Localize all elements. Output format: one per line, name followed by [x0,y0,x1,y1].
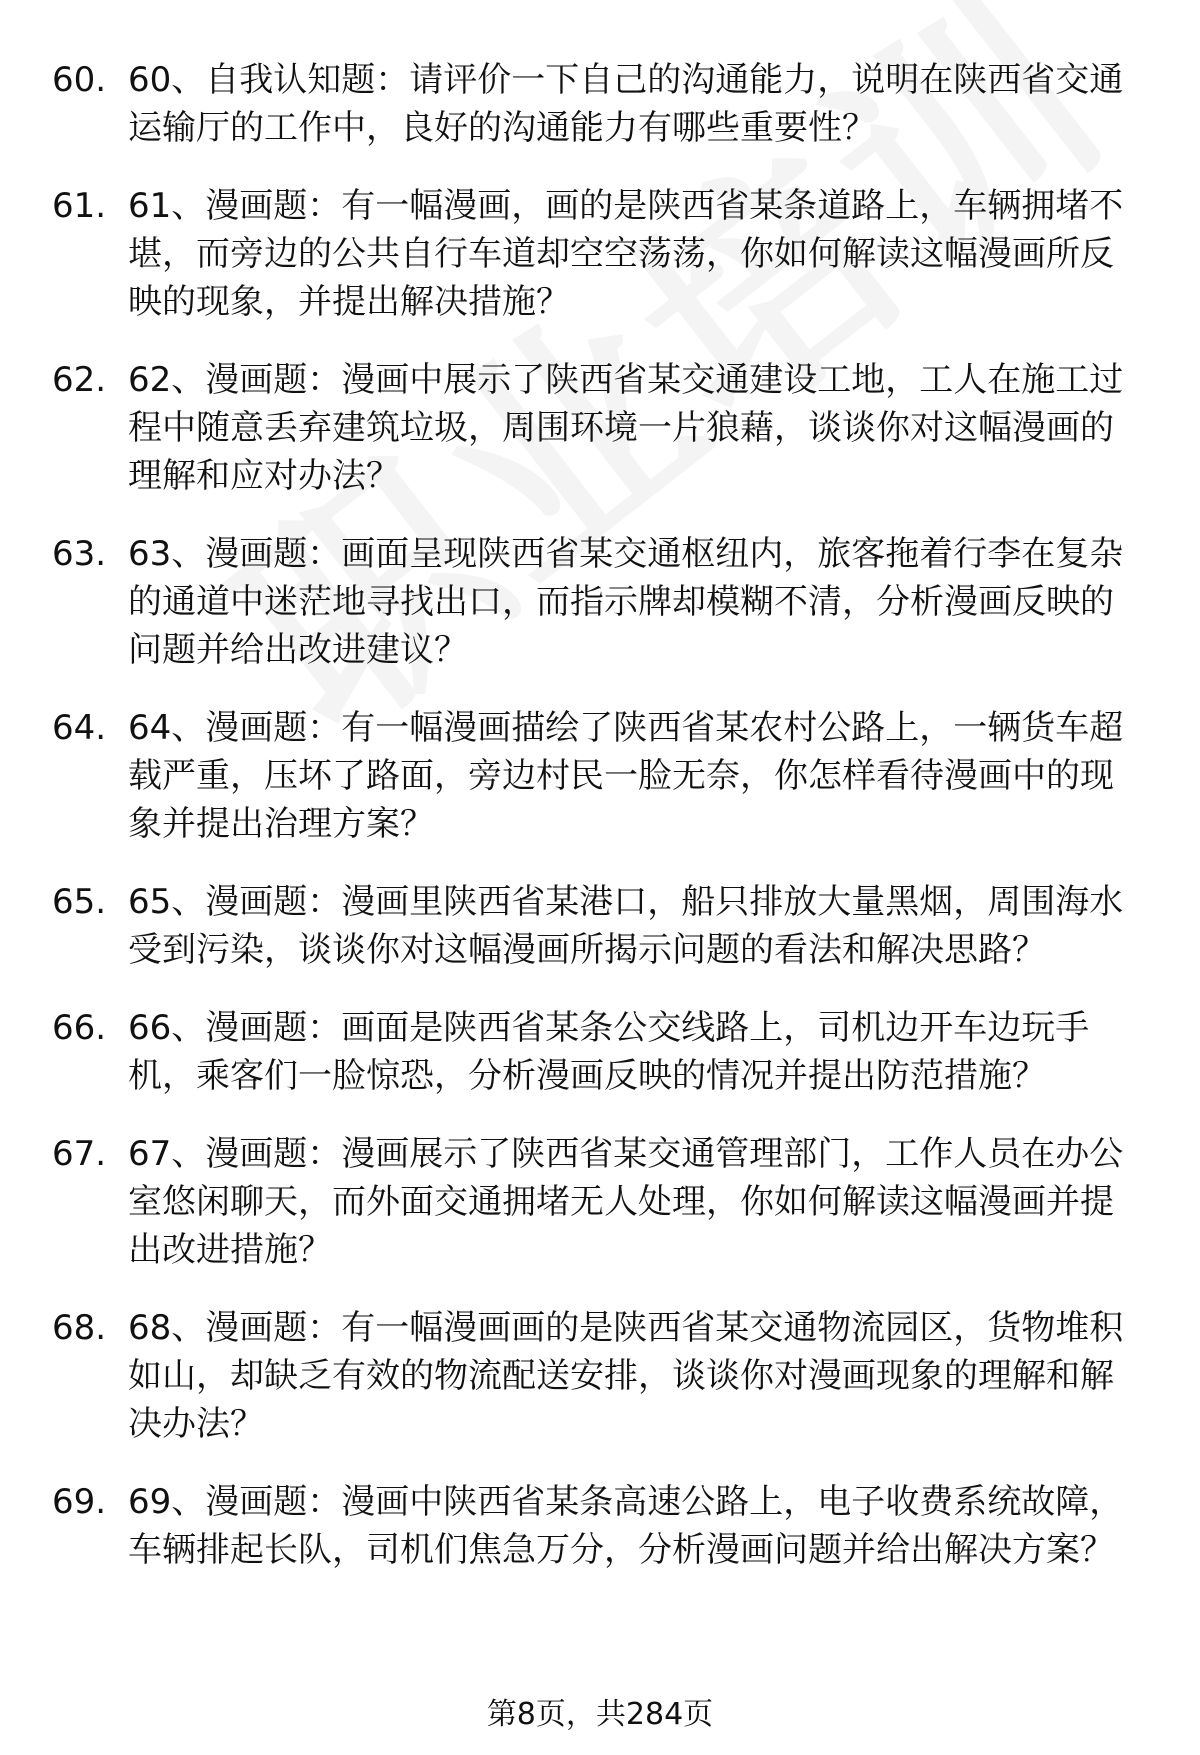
list-item [52,878,1142,974]
question-number: 64. [52,708,107,748]
question-number: 61. [52,186,107,226]
question-number: 65. [52,882,107,922]
list-item [52,1304,1142,1448]
question-text: 60、自我认知题：请评价一下自己的沟通能力，说明在陕西省交通运输厅的工作中，良好的沟通能力有哪些重要性？ [128,60,1124,148]
question-text: 66、漫画题：画面是陕西省某条公交线路上，司机边开车边玩手机，乘客们一脸惊恐，分析漫画反映的情况并提出防范措施？ [128,1008,1090,1096]
list-item [52,182,1142,326]
list-item [52,56,1142,152]
list-item [52,1130,1142,1274]
list-item [52,704,1142,848]
question-text: 62、漫画题：漫画中展示了陕西省某交通建设工地，工人在施工过程中随意丢弃建筑垃圾，周围环境一片狼藉，谈谈你对这幅漫画的理解和应对办法？ [128,360,1124,496]
list-item [52,1004,1142,1100]
question-text: 69、漫画题：漫画中陕西省某条高速公路上，电子收费系统故障，车辆排起长队，司机们焦急万分，分析漫画问题并给出解决方案？ [128,1482,1124,1570]
question-list [52,56,1142,1574]
question-text: 65、漫画题：漫画里陕西省某港口，船只排放大量黑烟，周围海水受到污染，谈谈你对这幅漫画所揭示问题的看法和解决思路？ [128,882,1124,970]
question-text: 61、漫画题：有一幅漫画，画的是陕西省某条道路上，车辆拥堵不堪，而旁边的公共自行车道却空空荡荡，你如何解读这幅漫画所反映的现象，并提出解决措施？ [128,186,1124,322]
question-text: 68、漫画题：有一幅漫画画的是陕西省某交通物流园区，货物堆积如山，却缺乏有效的物流配送安排，谈谈你对漫画现象的理解和解决办法？ [128,1308,1124,1444]
question-text: 64、漫画题：有一幅漫画描绘了陕西省某农村公路上，一辆货车超载严重，压坏了路面，旁边村民一脸无奈，你怎样看待漫画中的现象并提出治理方案？ [128,708,1124,844]
question-number: 68. [52,1308,107,1348]
question-number: 69. [52,1482,107,1522]
question-number: 60. [52,60,107,100]
list-item [52,1478,1142,1574]
question-text: 67、漫画题：漫画展示了陕西省某交通管理部门，工作人员在办公室悠闲聊天，而外面交通拥堵无人处理，你如何解读这幅漫画并提出改进措施？ [128,1134,1124,1270]
list-item [52,356,1142,500]
question-text: 63、漫画题：画面呈现陕西省某交通枢纽内，旅客拖着行李在复杂的通道中迷茫地寻找出口，而指示牌却模糊不清，分析漫画反映的问题并给出改进建议？ [128,534,1124,670]
question-number: 67. [52,1134,107,1174]
list-item [52,530,1142,674]
question-number: 66. [52,1008,107,1048]
question-number: 62. [52,360,107,400]
question-number: 63. [52,534,107,574]
page-number-footer: 第8页，共284页 [486,1697,714,1732]
